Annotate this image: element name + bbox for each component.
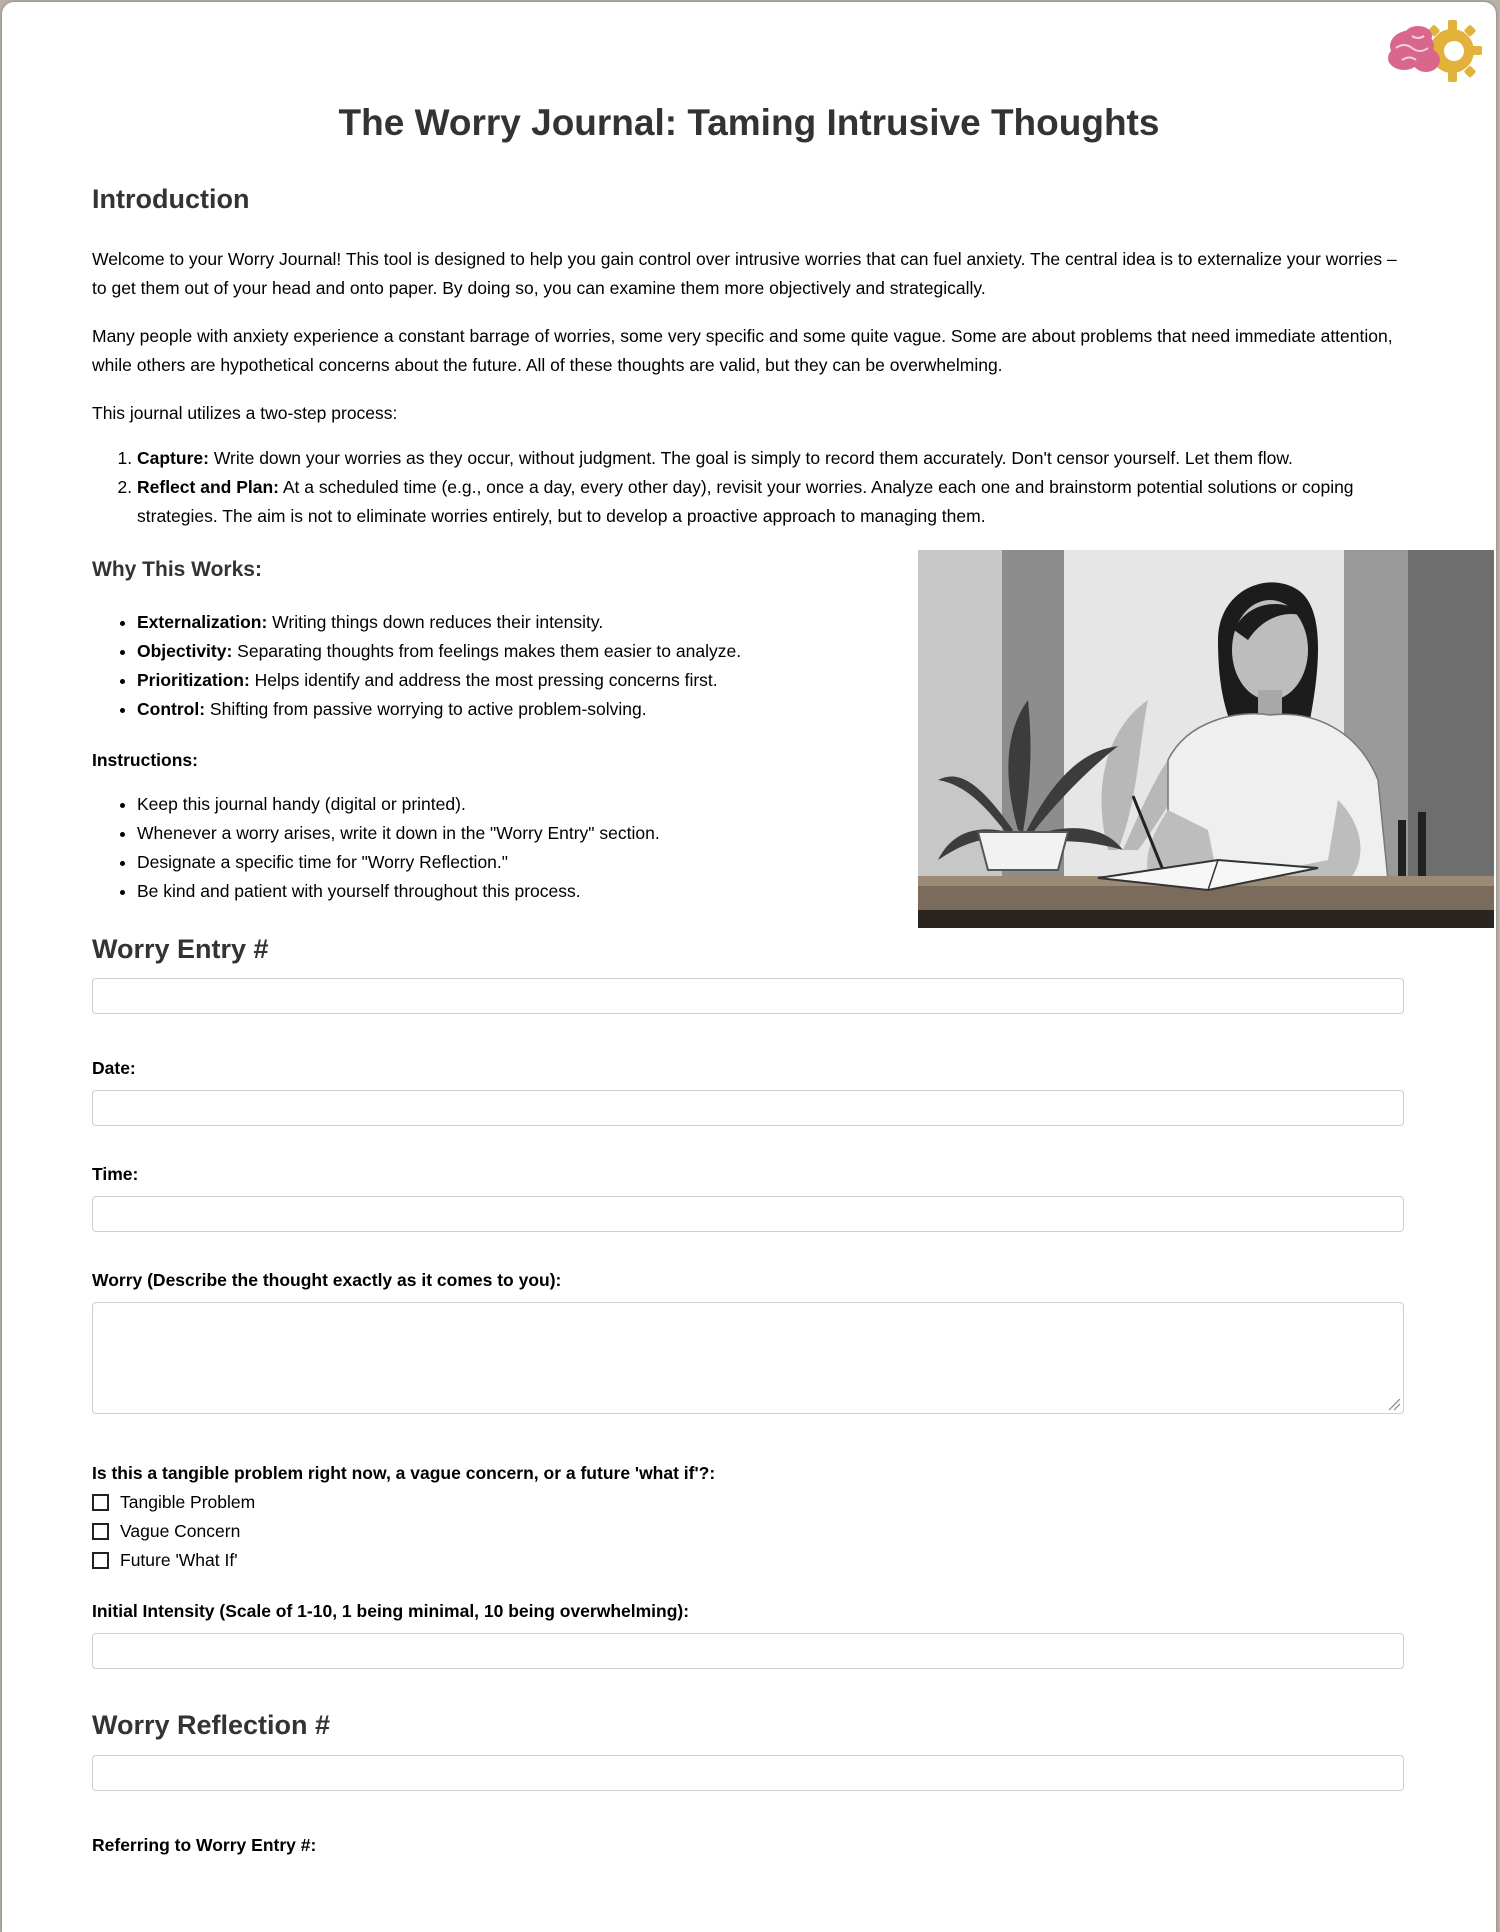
journal-page	[2, 2, 1496, 1932]
checkbox-vague-concern[interactable]: Vague Concern	[92, 1521, 240, 1542]
process-steps-list	[92, 444, 1406, 531]
worry-textarea[interactable]	[92, 1302, 1404, 1414]
intro-paragraph-2: Many people with anxiety experience a constant barrage of worries, some very specific and some quite vague. Some are about problems that need immediate attention, while others are hypothetical concerns about the future. All of these thoughts are valid, but they can be overwhelming.	[92, 326, 1393, 375]
worry-entry-heading: Worry Entry #	[92, 934, 269, 964]
intro-paragraph-1: Welcome to your Worry Journal! This tool is designed to help you gain control over intrusive worries that can fuel anxiety. The central idea is to externalize your worries – to get them out of your head and onto paper. By doing so, you can examine them more objectively and strategically.	[92, 249, 1397, 298]
date-label: Date:	[92, 1058, 136, 1078]
worry-reflection-heading: Worry Reflection #	[92, 1710, 331, 1740]
intensity-input[interactable]	[92, 1633, 1404, 1669]
list-item: • Be kind and patient with yourself throughout this process.	[137, 877, 837, 906]
reflection-number-input[interactable]	[92, 1755, 1404, 1791]
checkbox-icon[interactable]	[92, 1523, 109, 1540]
checkbox-future-what-if[interactable]: Future 'What If'	[92, 1550, 238, 1571]
list-item: • Control: Shifting from passive worrying to active problem-solving.	[137, 695, 837, 724]
list-item: • Keep this journal handy (digital or printed).	[137, 790, 837, 819]
time-input[interactable]	[92, 1196, 1404, 1232]
brain-gear-logo-icon	[1382, 16, 1486, 86]
worry-type-label: Is this a tangible problem right now, a vague concern, or a future 'what if'?:	[92, 1463, 716, 1483]
date-input[interactable]	[92, 1090, 1404, 1126]
entry-number-input[interactable]	[92, 978, 1404, 1014]
list-item: • Whenever a worry arises, write it down in the "Worry Entry" section.	[137, 819, 837, 848]
page-title: The Worry Journal: Taming Intrusive Thoughts	[338, 102, 1160, 143]
list-item: • Externalization: Writing things down reduces their intensity.	[137, 608, 837, 637]
referring-entry-label: Referring to Worry Entry #:	[92, 1835, 317, 1855]
checkbox-icon[interactable]	[92, 1494, 109, 1511]
checkbox-tangible-problem[interactable]: Tangible Problem	[92, 1492, 255, 1513]
instructions-heading: Instructions:	[92, 750, 198, 770]
intensity-label: Initial Intensity (Scale of 1-10, 1 being minimal, 10 being overwhelming):	[92, 1601, 690, 1621]
list-item: • Designate a specific time for "Worry Reflection."	[137, 848, 837, 877]
time-label: Time:	[92, 1164, 139, 1184]
list-item: • Prioritization: Helps identify and address the most pressing concerns first.	[137, 666, 837, 695]
introduction-heading: Introduction	[92, 184, 250, 214]
instructions-list	[92, 790, 837, 906]
list-item: • Objectivity: Separating thoughts from feelings makes them easier to analyze.	[137, 637, 837, 666]
list-item: 2. Reflect and Plan: At a scheduled time (e.g., once a day, every other day), revisit your worries. Analyze each one and brainstorm potential solutions or coping strategies. The aim is not to eliminate worries entirely, but to develop a proactive approach to managing them.	[137, 473, 1406, 531]
list-item: 1. Capture: Write down your worries as they occur, without judgment. The goal is simply to record them accurately. Don't censor yourself. Let them flow.	[137, 444, 1406, 473]
why-this-works-heading: Why This Works:	[92, 558, 262, 581]
intro-paragraph-3: This journal utilizes a two-step process:	[92, 403, 398, 423]
worry-label: Worry (Describe the thought exactly as it comes to you):	[92, 1270, 562, 1290]
resize-handle-icon[interactable]	[1387, 1397, 1401, 1411]
woman-writing-illustration	[918, 550, 1494, 928]
checkbox-icon[interactable]	[92, 1552, 109, 1569]
why-list	[92, 608, 837, 724]
